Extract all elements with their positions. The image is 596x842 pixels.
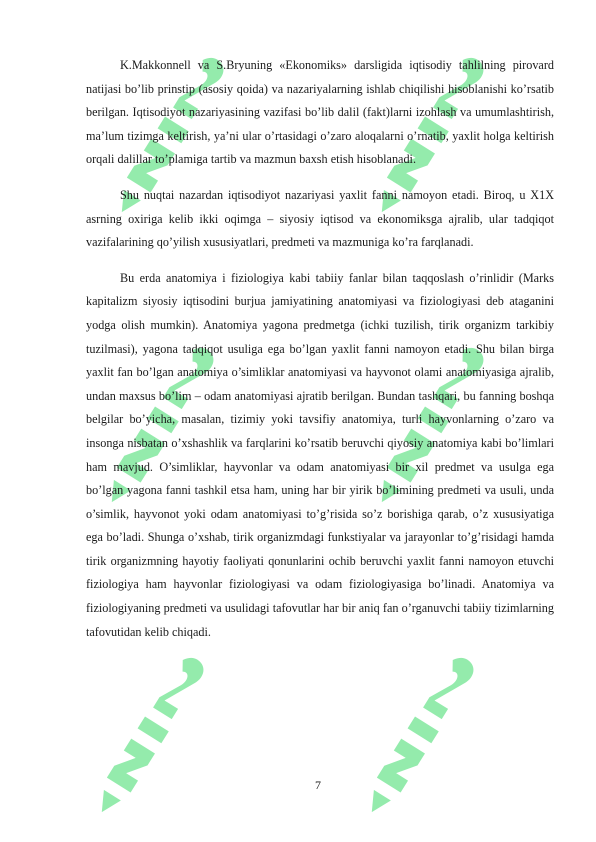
paragraph-2: Shu nuqtai nazardan iqtisodiyot nazariyasi yaxlit fanni namoyon etadi. Biroq, u X1X asrning oxiriga kelib ikki oqimga – siyosiy iqtisod va ekonomiksga ajralib, ular tadqiqot vazifalarining qo’yilish xususiyatlari, predmeti va mazmuniga ko’ra farqlanadi. <box>86 187 554 250</box>
paragraph-1: K.Makkonnell va S.Bryuning «Ekonomiks» darsligida iqtisodiy tahlilning pirovard natijasi bo’lib prinstip (asosiy qoida) va nazariyalarning ishlab chiqilishi hisoblanishi ko’rsatib berilgan. Iqtisodiyot nazariyasining vazifasi bo’lib dalil (fakt)larni izohlash va umumlashtirish, ma’lum tizimga keltirish, ya’ni ular o’rtasidagi o’zaro aloqalarni o’rnatib, yaxlit holga keltirish orqali dalillar to’plamiga tartib va mazmun baxsh etish hisoblanadi. <box>86 58 554 167</box>
watermark-mark-shape <box>360 652 479 819</box>
watermark-mark <box>74 639 226 832</box>
page-number: 7 <box>315 778 321 792</box>
paragraph-3: Bu erda anatomiya i fiziologiya kabi tabiiy fanlar bilan taqqoslash o’rinlidir (Marks kapitalizm siyosiy iqtisodini burjua jamiyatining anatomiyasi va fiziologiyasi deb ataganini yodga olish mumkin). Anatomiya yagona predmetga (ichki tuzilish, tirik organizm tarkibiy tuzilmasi), yagona tadqiqot usuliga ega bo’lgan yaxlit fanni namoyon etadi. Shu bilan birga yaxlit fan bo’lgan anatomiya o’simliklar anatomiyasi va hayvonot olami anatomiyasiga ajralib, undan maxsus bo’lim – odam anatomiyasi ajratib berilgan. Bundan tashqari, bu fanning boshqa belgilar bo’yicha, masalan, tizimiy yoki tavsifiy anatomiya, turli hayvonlarning o’zaro va insonga nisbatan o’xshashlik va farqlarini ko’rsatib beruvchi qiyosiy anatomiya kabi bo’limlari ham mavjud. O’simliklar, hayvonlar va odam anatomiyasi bir xil predmet va usulga ega bo’lgan yagona fanni tashkil etsa ham, uning har bir yirik bo’limining predmeti va usuli, unda o’simlik, hayvonot yoki odam anatomiyasi to’g’risida so’z borishiga qarab, o’z xususiyatiga ega bo’ladi. Shunga o’xshab, tirik organizmdagi funkstiyalar va jarayonlar to’g’risidagi hamda tirik organizmning hayotiy faoliyati qonunlarini ochib beruvchi yaxlit fanni namoyon etuvchi fiziologiya ham hayvonlar fiziologiyasi va odam fiziologiyasiga bo’linadi. Anatomiya va fiziologiyaning predmeti va usulidagi tafovutlar har bir aniq fan o’rganuvchi tabiiy tizimlarning tafovutidan kelib chiqadi. <box>86 270 554 639</box>
watermark-mark-shape <box>90 652 209 819</box>
body-text <box>86 54 554 656</box>
watermark-mark <box>344 639 496 832</box>
